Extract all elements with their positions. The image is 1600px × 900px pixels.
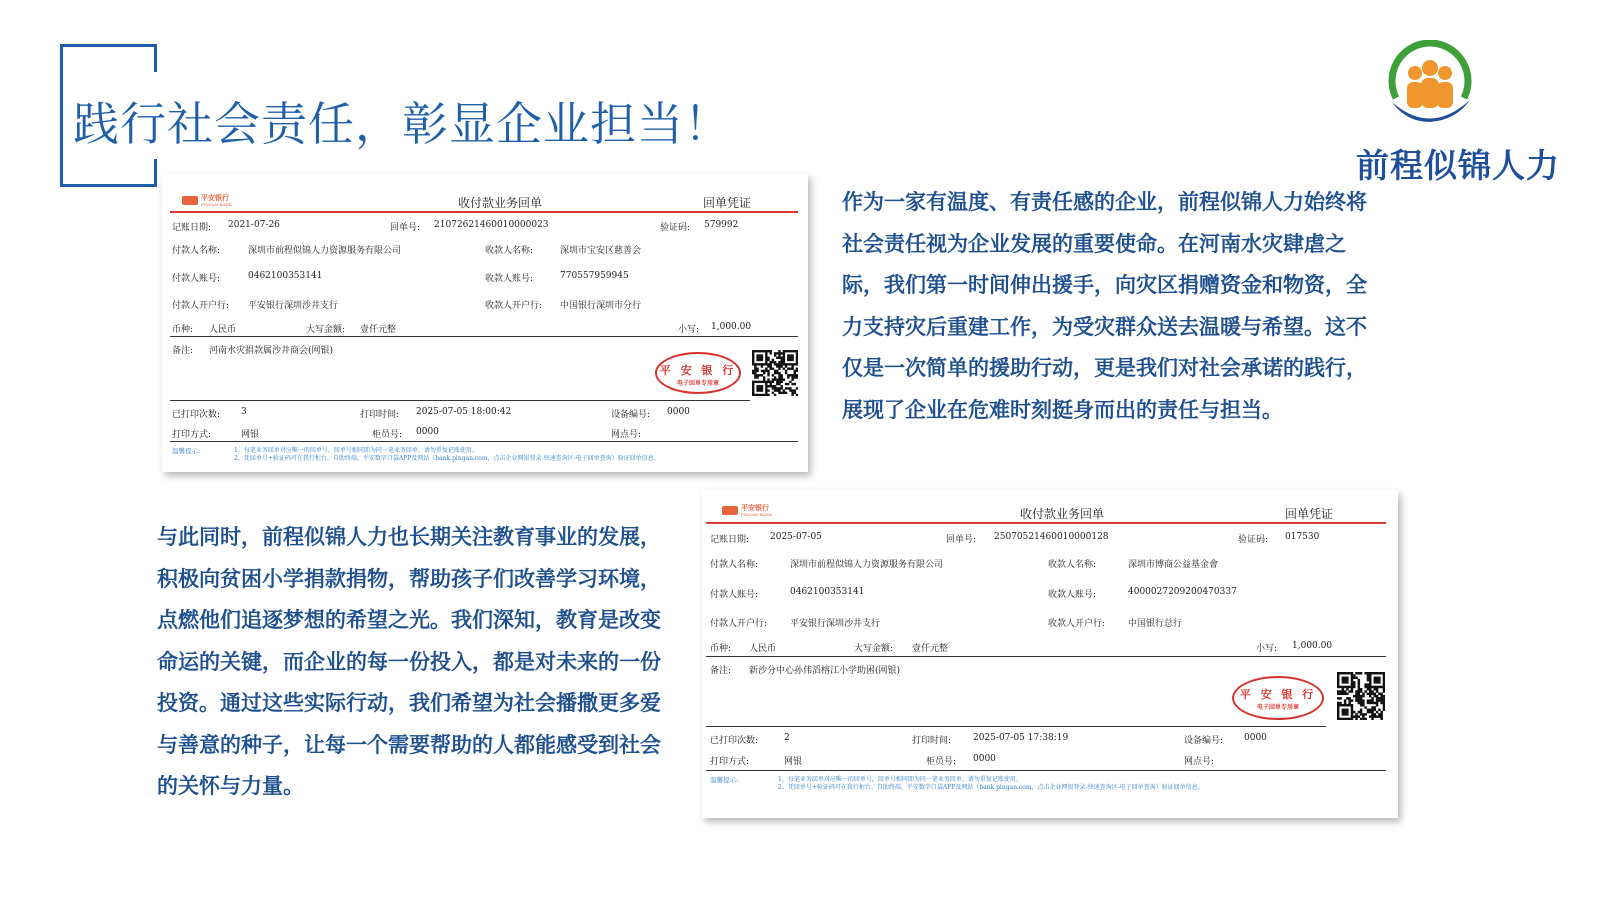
- payer-name-label: 付款人名称:: [710, 560, 759, 570]
- payer-bank-label: 付款人开户行:: [710, 619, 768, 629]
- payee-bank: 中国银行深圳市分行: [560, 301, 642, 311]
- date-value: 2025-07-05: [770, 532, 822, 542]
- teller: 0000: [973, 754, 996, 764]
- device: 0000: [667, 407, 690, 417]
- receipt-voucher: 回单凭证: [1285, 507, 1334, 521]
- divider: [706, 726, 1326, 727]
- payee-bank-label: 收款人开户行:: [485, 301, 543, 311]
- print-mode-label: 打印方式:: [172, 430, 212, 440]
- payer-bank-label: 付款人开户行:: [172, 301, 230, 311]
- payee-acct-label: 收款人账号:: [485, 274, 534, 284]
- print-time-label: 打印时间:: [912, 736, 952, 746]
- print-time: 2025-07-05 17:38:19: [973, 733, 1069, 743]
- bank-name: 平安银行: [741, 503, 769, 512]
- tip-2: 2、凭回单号+验证码可在我行柜台、自助终端、平安数字口袋APP及网站（bank.pingan.com，点击企业网银登录-快速查询区-电子回单查询）验证回单信息。: [234, 455, 660, 462]
- divider: [170, 441, 798, 442]
- payee-name: 深圳市宝安区慈善会: [560, 246, 642, 256]
- logo-text: 前程似锦人力: [1356, 146, 1560, 185]
- tips-label: 温馨提示:: [172, 447, 201, 455]
- print-count: 3: [241, 407, 247, 417]
- receipt-voucher: 回单凭证: [703, 196, 752, 210]
- divider: [170, 400, 750, 401]
- note: 河南水灾捐款属沙井商会(网银): [209, 346, 334, 356]
- note-label: 备注:: [172, 346, 194, 356]
- print-count: 2: [784, 733, 790, 743]
- bank-receipt-2: [702, 490, 1398, 818]
- note-label: 备注:: [710, 666, 732, 676]
- payee-name: 深圳市博商公益基金會: [1128, 560, 1219, 570]
- bracket-tick: [154, 44, 157, 72]
- tip-1: 1、每笔业务回单对应唯一的回单号，回单号相同即为同一笔业务回单，请勿重复记账使用。: [234, 447, 478, 454]
- date-value: 2021-07-26: [228, 220, 280, 230]
- lower-amount: 1,000.00: [1292, 641, 1333, 651]
- print-mode-label: 打印方式:: [710, 757, 750, 767]
- page-title: 践行社会责任，彰显企业担当！: [73, 97, 731, 151]
- branch-label: 网点号:: [1184, 757, 1215, 767]
- branch-label: 网点号:: [611, 430, 642, 440]
- divider: [170, 336, 798, 337]
- bank-seal: [1232, 676, 1324, 720]
- payer-name: 深圳市前程似锦人力资源服务有限公司: [790, 560, 944, 570]
- print-mode: 网银: [784, 757, 803, 767]
- currency: 人民币: [209, 325, 237, 335]
- company-logo: [1356, 40, 1560, 185]
- no-value: 21072621460010000023: [434, 220, 549, 230]
- bank-logo-icon: [182, 196, 198, 205]
- code-value: 579992: [704, 220, 739, 230]
- payer-acct: 0462100353141: [248, 271, 323, 281]
- divider: [706, 770, 1386, 771]
- print-count-label: 已打印次数:: [172, 410, 221, 420]
- code-value: 017530: [1285, 532, 1320, 542]
- seal-line1: 平 安 银 行: [659, 364, 737, 377]
- note: 新沙分中心孙伟滔榕江小学助困(网银): [749, 666, 901, 676]
- receipt-title: 收付款业务回单: [1020, 507, 1105, 521]
- payer-name: 深圳市前程似锦人力资源服务有限公司: [248, 246, 402, 256]
- divider: [706, 656, 1386, 657]
- currency-label: 币种:: [710, 644, 732, 654]
- seal-line1: 平 安 银 行: [1239, 688, 1317, 701]
- bank-sub: PINGAN BANK: [741, 512, 772, 517]
- upper-amount: 壹仟元整: [912, 644, 949, 654]
- people-hand-icon: [1384, 40, 1476, 132]
- payer-acct-label: 付款人账号:: [172, 274, 221, 284]
- payee-name-label: 收款人名称:: [1048, 560, 1097, 570]
- device-label: 设备编号:: [1184, 736, 1224, 746]
- bank-logo: [182, 194, 232, 207]
- payer-bank: 平安银行深圳沙井支行: [248, 301, 339, 311]
- red-divider: [706, 522, 1386, 524]
- teller-label: 柜员号:: [372, 430, 403, 440]
- payer-acct-label: 付款人账号:: [710, 590, 759, 600]
- tip-1: 1、每笔业务回单对应唯一的回单号，回单号相同即为同一笔业务回单，请勿重复记账使用。: [778, 776, 1022, 783]
- bracket-tick: [154, 159, 157, 187]
- seal-line2: 电子回单专用章: [676, 380, 719, 387]
- payee-bank-label: 收款人开户行:: [1048, 619, 1106, 629]
- code-label: 验证码:: [1238, 535, 1269, 545]
- date-label: 记账日期:: [172, 223, 212, 233]
- lower-amount-label: 小写:: [678, 325, 700, 335]
- upper-amount-label: 大写金额:: [854, 644, 894, 654]
- lower-amount-label: 小写:: [1256, 644, 1278, 654]
- tip-2: 2、凭回单号+验证码可在我行柜台、自助终端、平安数字口袋APP及网站（bank.pingan.com，点击企业网银登录-快速查询区-电子回单查询）验证回单信息。: [778, 784, 1204, 791]
- payer-name-label: 付款人名称:: [172, 246, 221, 256]
- payee-acct: 770557959945: [560, 271, 629, 281]
- payee-acct: 4000027209200470337: [1128, 587, 1237, 597]
- bank-receipt-1: [162, 174, 808, 472]
- payer-bank: 平安银行深圳沙井支行: [790, 619, 881, 629]
- upper-amount: 壹仟元整: [360, 325, 397, 335]
- receipt-title: 收付款业务回单: [458, 196, 543, 210]
- upper-amount-label: 大写金额:: [306, 325, 346, 335]
- bank-logo-icon: [722, 506, 738, 515]
- bank-seal: [655, 352, 741, 394]
- date-label: 记账日期:: [710, 535, 750, 545]
- teller-label: 柜员号:: [926, 757, 957, 767]
- device-label: 设备编号:: [611, 410, 651, 420]
- bank-logo: [722, 504, 772, 517]
- qr-code: [752, 350, 798, 396]
- tips-label: 温馨提示:: [710, 776, 739, 784]
- bank-sub: PINGAN BANK: [201, 202, 232, 207]
- paragraph-disaster-relief: 作为一家有温度、有责任感的企业，前程似锦人力始终将社会责任视为企业发展的重要使命。在河南水灾肆虐之际，我们第一时间伸出援手，向灾区捐赠资金和物资，全力支持灾后重建工作，为受灾群众送去温暖与希望。这不仅是一次简单的援助行动，更是我们对社会承诺的践行，展现了企业在危难时刻挺身而出的责任与担当。: [842, 190, 1367, 422]
- code-label: 验证码:: [660, 223, 691, 233]
- no-label: 回单号:: [946, 535, 977, 545]
- print-mode: 网银: [241, 430, 260, 440]
- print-count-label: 已打印次数:: [710, 736, 759, 746]
- lower-amount: 1,000.00: [711, 322, 752, 332]
- print-time: 2025-07-05 18:00:42: [416, 407, 512, 417]
- payee-bank: 中国银行总行: [1128, 619, 1183, 629]
- payee-acct-label: 收款人账号:: [1048, 590, 1097, 600]
- payee-name-label: 收款人名称:: [485, 246, 534, 256]
- currency: 人民币: [749, 644, 777, 654]
- paragraph-education: 与此同时，前程似锦人力也长期关注教育事业的发展，积极向贫困小学捐款捐物，帮助孩子们改善学习环境，点燃他们追逐梦想的希望之光。我们深知，教育是改变命运的关键，而企业的每一份投入，都是对未来的一份投资。通过这些实际行动，我们希望为社会播撒更多爱与善意的种子，让每一个需要帮助的人都能感受到社会的关怀与力量。: [157, 525, 661, 798]
- currency-label: 币种:: [172, 325, 194, 335]
- teller: 0000: [416, 427, 439, 437]
- seal-line2: 电子回单专用章: [1256, 704, 1299, 711]
- red-divider: [170, 211, 798, 213]
- device: 0000: [1244, 733, 1267, 743]
- no-label: 回单号:: [390, 223, 421, 233]
- bank-name: 平安银行: [201, 193, 229, 202]
- qr-code: [1337, 672, 1385, 720]
- payer-acct: 0462100353141: [790, 587, 865, 597]
- no-value: 25070521460010000128: [994, 532, 1109, 542]
- print-time-label: 打印时间:: [360, 410, 400, 420]
